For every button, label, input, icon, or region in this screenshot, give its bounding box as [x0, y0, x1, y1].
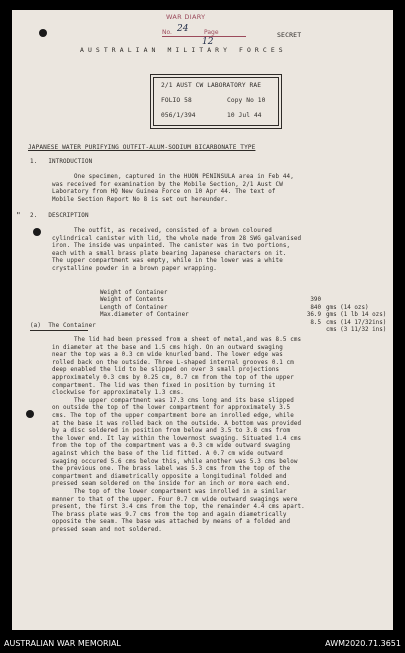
- security-classification: SECRET: [277, 31, 302, 39]
- spec-label: Length of Container: [100, 304, 168, 311]
- spec-label: Weight of Contents: [100, 297, 164, 303]
- text-line: opposite the seam. The base was attached by means of a folded and: [52, 519, 291, 526]
- war-diary-stamp: WAR DIARY: [166, 13, 206, 21]
- text-line: present, the first 3.4 cms from the top, the remainder 4.4 cms apart.: [52, 504, 305, 511]
- lab-name: 2/1 AUST CW LABORATORY RAE: [161, 82, 262, 89]
- punch-hole: [39, 29, 47, 37]
- text-line: near the top was a 0.3 cm wide knurled band. The lower edge was: [52, 352, 283, 359]
- spec-unit: cms (3 11/32 ins): [326, 327, 387, 333]
- spec-value: 8.5: [310, 319, 321, 326]
- text-line: The outfit, as received, consisted of a brown coloured: [52, 228, 272, 234]
- punch-hole: [26, 410, 34, 418]
- text-line: The upper compartment was 17.3 cms long and its base slipped: [52, 397, 294, 404]
- margin-mark: ": [16, 211, 21, 220]
- text-line: the lower end. It lay within the lowermost swaging. Situated 1.4 cms: [52, 435, 302, 442]
- folio: FOLIO 58: [161, 97, 192, 104]
- text-line: the previous one. The brass label was 5.3 cms from the top of the: [52, 466, 291, 473]
- text-line: from the top of the compartment was a 0.3 cm wide outward swaging: [52, 443, 291, 450]
- spec-label: Weight of Container: [100, 289, 168, 296]
- text-line: crystalline powder in a brown paper wrapping.: [52, 266, 217, 272]
- spec-value: 36.9: [306, 312, 321, 318]
- text-line: cylindrical canister with lid, the whole made from 28 SWG galvanised: [52, 235, 302, 242]
- section-heading-description: 2. DESCRIPTION: [30, 213, 89, 219]
- text-line: on outside the top of the lower compartment for approximately 3.5: [52, 405, 291, 412]
- text-line: by a disc soldered in position from below and 3.5 to 3.8 cms from: [52, 428, 291, 435]
- spec-unit: gms (1 lb 14 ozs): [326, 312, 387, 318]
- text-line: compartment and diametrically opposite a longitudinal folded and: [52, 473, 287, 480]
- text-line: The upper compartment was empty, while in the lower was a white: [52, 258, 283, 265]
- text-line: Laboratory from HQ New Guinea Force on 10 Apr 44. The text of: [52, 189, 276, 196]
- text-line: compartment. The lid was then fixed in position by turning it: [52, 382, 276, 389]
- text-line: The brass plate was 9.7 cms from the top and again diametrically: [52, 511, 287, 518]
- text-line: cms. The top of the upper compartment bore an inrolled edge, while: [52, 413, 294, 419]
- footer-institution: AUSTRALIAN WAR MEMORIAL: [4, 639, 121, 648]
- spec-value: 390: [310, 297, 321, 303]
- text-line: each with a small brass plate bearing Japanese characters on it.: [52, 250, 287, 257]
- text-line: was received for examination by the Mobile Section, 2/1 Aust CW: [52, 181, 283, 188]
- file-number: 056/1/394: [161, 112, 196, 119]
- text-line: The lid had been pressed from a sheet of metal,and was 8.5 cms: [52, 337, 302, 343]
- stamp-number-handwritten: 24: [177, 24, 189, 34]
- spec-value: 840: [310, 304, 321, 311]
- text-line: rolled back on the outside. Three L-shaped internal grooves 0.1 cm: [52, 359, 294, 366]
- text-line: in diameter at the base and 1.5 cms high. On an outward swaging: [52, 344, 283, 351]
- text-line: Mobile Section Report No 8 is set out hereunder.: [52, 196, 228, 203]
- spec-unit: gms (14 ozs): [326, 304, 369, 311]
- text-line: pressed seam and not soldered.: [52, 527, 162, 533]
- text-line: pressed seam soldered on the inside for an inch or more each end.: [52, 481, 291, 488]
- text-line: One specimen, captured in the HUON PENINSULA area in Feb 44,: [52, 174, 294, 180]
- text-line: The top of the lower compartment was inrolled in a similar: [52, 489, 287, 495]
- footer-accession-number: AWM2020.71.3651: [325, 639, 401, 648]
- spec-label: Max.diameter of Container: [100, 312, 189, 318]
- text-line: manner to that of the upper. Four 0.7 cm wide outward swagings were: [52, 496, 298, 503]
- stamp-date-handwritten: 12: [202, 37, 214, 47]
- spec-unit: cms (14 17/32ins): [326, 319, 387, 326]
- stamp-no-label: No.: [162, 29, 172, 36]
- section-heading-introduction: 1. INTRODUCTION: [30, 159, 93, 165]
- punch-hole: [33, 228, 41, 236]
- text-line: clockwise for approximately 1.3 cms.: [52, 390, 184, 397]
- specs-table: [100, 282, 390, 333]
- text-line: approximately 0.3 cms by 0.25 cm, 0.7 cm from the top of the upper: [52, 375, 294, 381]
- stamp-page-label: Page: [204, 29, 219, 36]
- text-line: swaging occured 5.6 cms below this, while another was 5.3 cms below: [52, 458, 298, 465]
- copy-number: Copy No 10: [227, 97, 266, 104]
- header-title: A U S T R A L I A N M I L I T A R Y F O R C E S: [80, 46, 283, 54]
- text-line: against which the base of the lid fitted. A 0.7 cm wide outward: [52, 451, 283, 457]
- reference-box: [150, 74, 282, 129]
- report-title: JAPANESE WATER PURIFYING OUTFIT-ALUM-SODIUM BICARBONATE TYPE: [28, 144, 256, 151]
- heading-underline: [30, 330, 88, 331]
- text-line: iron. The inside was unpainted. The canister was in two portions,: [52, 243, 291, 250]
- report-date: 10 Jul 44: [227, 112, 262, 119]
- document-page: [12, 10, 393, 630]
- subsection-heading-text: (a) The Container: [30, 323, 96, 329]
- text-line: deep enabled the lid to be slipped on over 3 small projections: [52, 367, 280, 374]
- footer-bar: [0, 630, 405, 653]
- text-line: at the base it was rolled back on the outside. A bottom was provided: [52, 420, 302, 427]
